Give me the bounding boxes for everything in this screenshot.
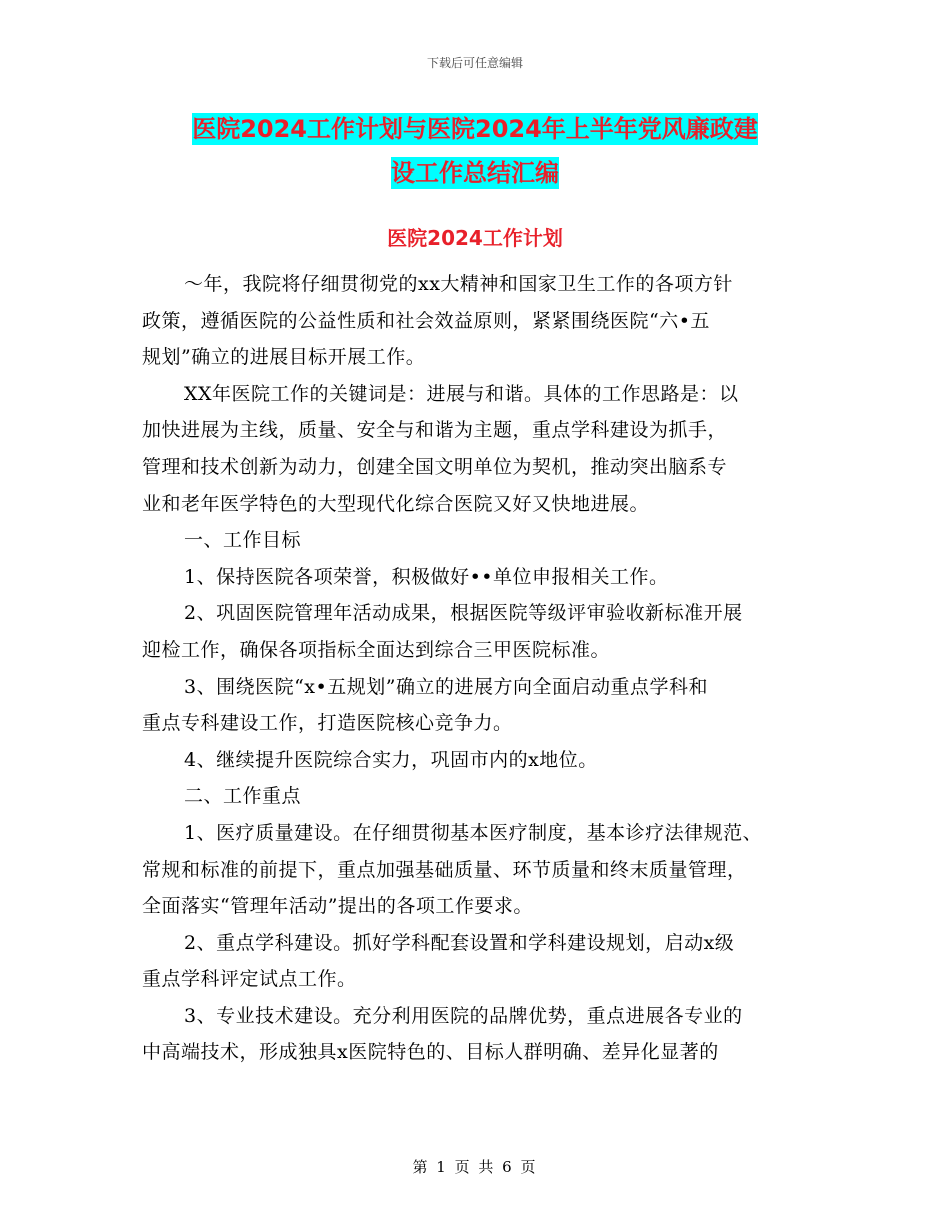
document-title-line-1: [0, 114, 950, 144]
paragraph-line: XX年医院工作的关键词是：进展与和谐。具体的工作思路是：以: [184, 382, 739, 405]
paragraph-line: 3、专业技术建设。充分利用医院的品牌优势，重点进展各专业的: [184, 1004, 743, 1027]
document-title-line-2-text: 设工作总结汇编: [391, 159, 559, 187]
paragraph-line: 4、继续提升医院综合实力，巩固市内的x地位。: [184, 748, 598, 771]
paragraph-line: 常规和标准的前提下，重点加强基础质量、环节质量和终末质量管理，: [142, 858, 747, 881]
page-header: 下载后可任意编辑: [426, 56, 523, 70]
paragraph-line: 迎检工作，确保各项指标全面达到综合三甲医院标准。: [142, 638, 611, 661]
body-text: [142, 266, 832, 1071]
paragraph-line: 重点学科评定试点工作。: [142, 968, 357, 991]
paragraph-line: 加快进展为主线，质量、安全与和谐为主题，重点学科建设为抓手，: [142, 419, 728, 442]
paragraph-line: 1、医疗质量建设。在仔细贯彻基本医疗制度，基本诊疗法律规范、: [184, 821, 763, 844]
paragraph-line: 中高端技术，形成独具x医院特色的、目标人群明确、差异化显著的: [142, 1041, 719, 1064]
paragraph-line: 2、巩固医院管理年活动成果，根据医院等级评审验收新标准开展: [184, 602, 743, 625]
paragraph-line: 全面落实“管理年活动”提出的各项工作要求。: [142, 895, 533, 918]
paragraph-line: 规划”确立的进展目标开展工作。: [142, 346, 426, 369]
paragraph-line: 一、工作目标: [184, 529, 302, 552]
paragraph-line: 政策，遵循医院的公益性质和社会效益原则，紧紧围绕医院“六•五: [142, 309, 710, 332]
section-title: 医院2024工作计划: [387, 226, 563, 250]
paragraph-line: 二、工作重点: [184, 785, 302, 808]
paragraph-line: 2、重点学科建设。抓好学科配套设置和学科建设规划，启动x级: [184, 931, 735, 954]
document-title-line-1-text: 医院2024工作计划与医院2024年上半年党风廉政建: [192, 115, 758, 143]
paragraph-line: 管理和技术创新为动力，创建全国文明单位为契机，推动突出脑系专: [142, 455, 728, 478]
page-footer: 第 1 页 共 6 页: [412, 1158, 538, 1176]
document-title-line-2: [0, 158, 950, 188]
paragraph-line: 3、围绕医院“x•五规划”确立的进展方向全面启动重点学科和: [184, 675, 708, 698]
paragraph-line: 重点专科建设工作，打造医院核心竞争力。: [142, 712, 513, 735]
paragraph-line: 1、保持医院各项荣誉，积极做好••单位申报相关工作。: [184, 565, 669, 588]
paragraph-line: ～年，我院将仔细贯彻党的xx大精神和国家卫生工作的各项方针: [184, 273, 733, 295]
paragraph-line: 业和老年医学特色的大型现代化综合医院又好又快地进展。: [142, 492, 650, 515]
